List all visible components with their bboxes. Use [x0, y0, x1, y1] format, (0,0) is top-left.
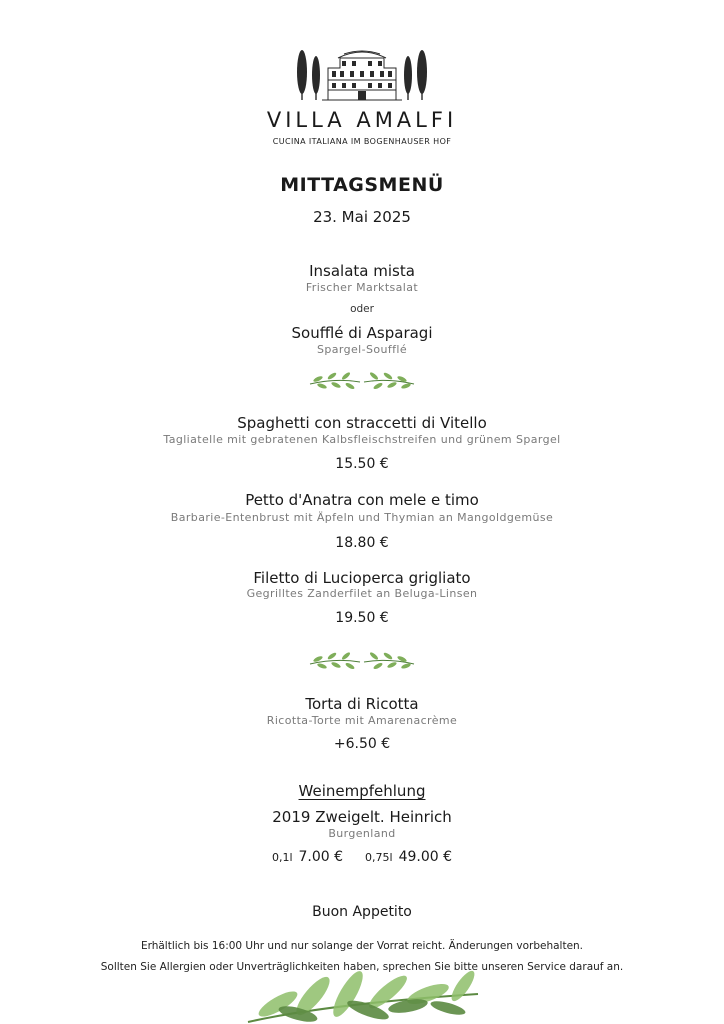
- brand-name: VILLA AMALFI: [266, 108, 458, 132]
- olive-sprig-divider-icon: [306, 648, 418, 674]
- menu-date: 23. Mai 2025: [313, 208, 411, 226]
- footnote-allergies: Sollten Sie Allergien oder Unverträglichkeiten haben, sprechen Sie bitte unseren Service darauf an.: [100, 961, 624, 973]
- dessert-desc: Ricotta-Torte mit Amarenacrème: [266, 714, 458, 727]
- wine-name: 2019 Zweigelt. Heinrich: [272, 808, 452, 826]
- main-2-name: Petto d'Anatra con mele e timo: [245, 491, 479, 509]
- wine-prices: [0, 849, 724, 865]
- main-1-price: 15.50 €: [335, 456, 389, 472]
- wine-bottle-size: 0,75l: [365, 851, 393, 864]
- main-1-desc: Tagliatelle mit gebratenen Kalbsfleischstreifen und grünem Spargel: [163, 433, 561, 446]
- olive-branch-decoration-icon: [238, 964, 488, 1024]
- wine-bottle-price: 49.00 €: [398, 849, 453, 865]
- main-3-name: Filetto di Lucioperca grigliato: [253, 569, 471, 587]
- starter-2-name: Soufflé di Asparagi: [291, 324, 433, 342]
- dessert-price: +6.50 €: [333, 736, 391, 752]
- wine-glass-size: 0,1l: [271, 851, 293, 864]
- main-2-price: 18.80 €: [335, 535, 389, 551]
- starter-1-name: Insalata mista: [309, 262, 415, 280]
- olive-sprig-divider-icon: [306, 368, 418, 394]
- closing-line: Buon Appetito: [312, 904, 412, 920]
- main-2-desc: Barbarie-Entenbrust mit Äpfeln und Thymian an Mangoldgemüse: [170, 511, 554, 524]
- starter-1-desc: Frischer Marktsalat: [305, 281, 419, 294]
- menu-title: MITTAGSMENÜ: [280, 174, 444, 196]
- villa-logo-icon: [292, 44, 432, 102]
- main-3-price: 19.50 €: [335, 610, 389, 626]
- brand-tagline: CUCINA ITALIANA IM BOGENHAUSER HOF: [272, 137, 452, 146]
- wine-region: Burgenland: [328, 827, 396, 840]
- footnote-availability: Erhältlich bis 16:00 Uhr und nur solange der Vorrat reicht. Änderungen vorbehalten.: [140, 940, 584, 952]
- wine-heading: Weinempfehlung: [298, 782, 426, 800]
- starter-separator: oder: [350, 303, 374, 315]
- main-1-name: Spaghetti con straccetti di Vitello: [237, 414, 487, 432]
- wine-glass-price: 7.00 €: [298, 849, 344, 865]
- starter-2-desc: Spargel-Soufflé: [316, 343, 408, 356]
- main-3-desc: Gegrilltes Zanderfilet an Beluga-Linsen: [246, 587, 478, 600]
- dessert-name: Torta di Ricotta: [305, 695, 419, 713]
